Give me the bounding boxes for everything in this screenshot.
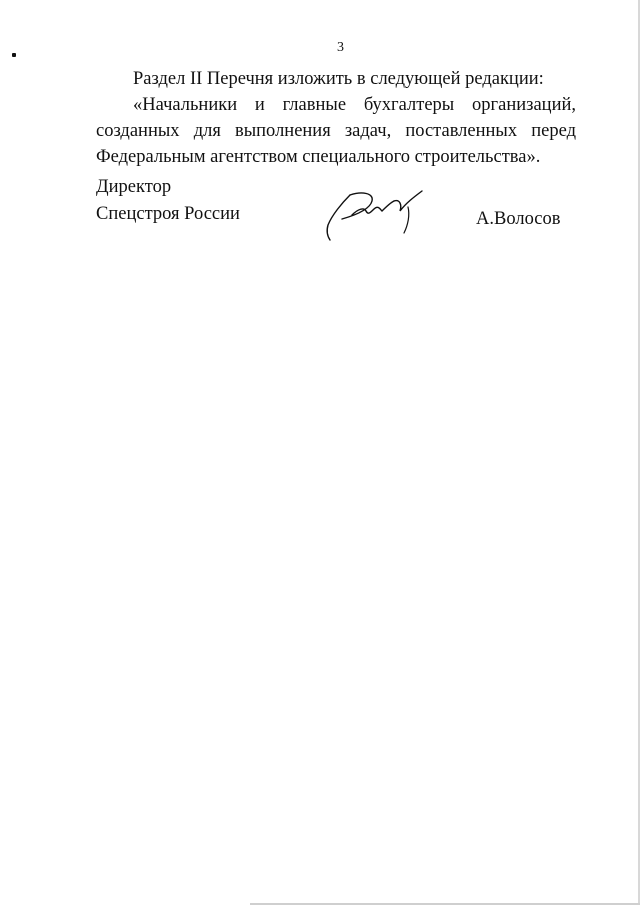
document-body	[96, 66, 576, 170]
signer-name: А.Волосов	[476, 209, 561, 229]
signatory-title: Директор	[96, 177, 172, 197]
handwritten-signature	[322, 185, 442, 245]
signatory-organization: Спецстроя России	[96, 204, 240, 224]
paragraph-quoted-text: «Начальники и главные бухгалтеры организаций, созданных для выполнения задач, поставленных перед Федеральным агентством специального строительства».	[96, 95, 576, 167]
paragraph-section-change: Раздел II Перечня изложить в следующей редакции:	[133, 69, 544, 89]
page-number: 3	[337, 40, 344, 55]
scan-mark	[12, 53, 16, 57]
signatory-position	[96, 174, 240, 228]
